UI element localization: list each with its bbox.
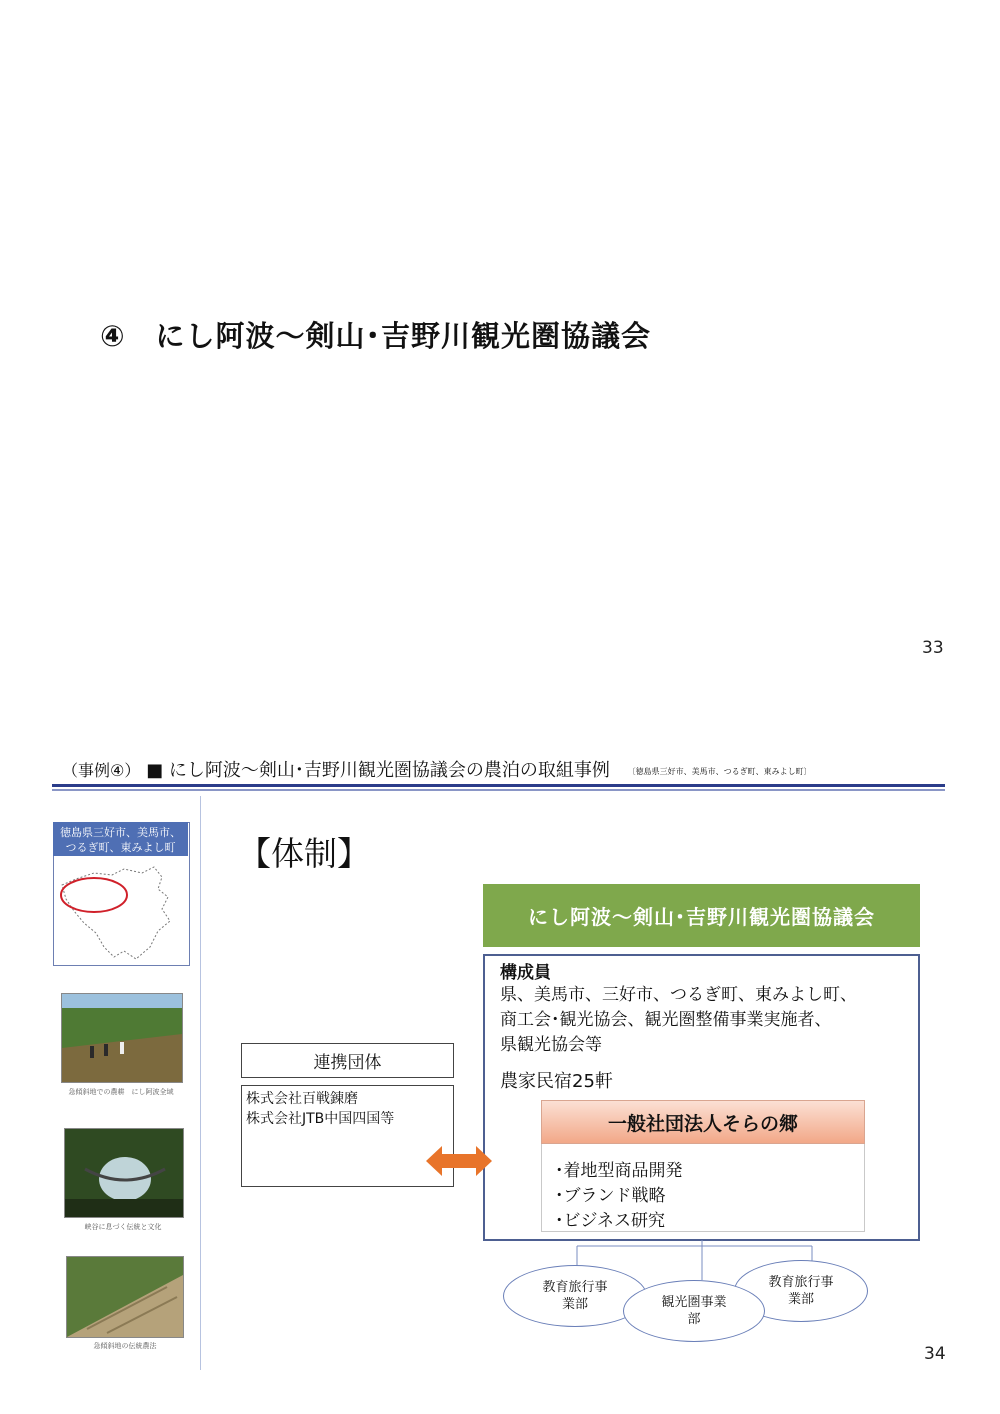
- dept-label-line: 業部: [561, 1297, 588, 1312]
- dept-label-line: 業部: [787, 1292, 814, 1307]
- partner-title: 連携団体: [241, 1043, 454, 1078]
- partner-list: [241, 1085, 454, 1187]
- square-marker-icon: ■: [146, 760, 164, 781]
- dept-label-line: 観光圏事業: [661, 1295, 727, 1310]
- dept-label-line: 教育旅行事: [542, 1280, 608, 1295]
- activity-item: ･ビジネス研究: [555, 1211, 665, 1231]
- photo3-caption: 急傾斜地の伝統農法: [93, 1342, 157, 1350]
- double-arrow-icon: [426, 1144, 492, 1178]
- members-list: [500, 983, 857, 1058]
- page33-title: ④ にし阿波～剣山･吉野川観光圏協議会: [100, 319, 652, 353]
- members-line: 県、美馬市、三好市、つるぎ町、東みよし町、: [500, 985, 857, 1005]
- region-label-line2: つるぎ町、東みよし町: [65, 841, 176, 854]
- photo-hillside-farming: [61, 993, 183, 1083]
- photo-steep-slope: [66, 1256, 184, 1338]
- header-rule: [52, 784, 945, 787]
- page34-title: にし阿波～剣山･吉野川観光圏協議会の農泊の取組事例: [168, 760, 610, 781]
- region-note: 〔徳島県三好市、美馬市、つるぎ町、東みよし町〕: [627, 766, 812, 776]
- sora-org-title: 一般社団法人そらの郷: [541, 1100, 865, 1144]
- farm-inn-count: 農家民宿25軒: [500, 1071, 613, 1092]
- members-title: 構成員: [500, 963, 551, 983]
- region-label-line1: 徳島県三好市、美馬市、: [60, 826, 181, 839]
- page34-header: [62, 756, 812, 782]
- photo1-caption: 急傾斜地での農耕 にし阿波全域: [68, 1088, 174, 1096]
- activity-item: ･ブランド戦略: [555, 1186, 666, 1206]
- council-banner: にし阿波～剣山･吉野川観光圏協議会: [483, 884, 920, 947]
- photo2-caption: 峡谷に息づく伝統と文化: [84, 1223, 162, 1231]
- dept-label-line: 教育旅行事: [768, 1275, 834, 1290]
- partner-item: 株式会社百戦錬磨: [246, 1091, 358, 1107]
- dept-label-line: 部: [687, 1312, 701, 1327]
- page33-number: 33: [922, 638, 944, 658]
- header-rule-secondary: [52, 789, 945, 791]
- photo-gorge-bridge: [64, 1128, 184, 1218]
- partner-item: 株式会社JTB中国四国等: [246, 1111, 395, 1127]
- case-label: （事例④）: [62, 761, 141, 780]
- members-line: 商工会･観光協会、観光圏整備事業実施者、: [500, 1010, 832, 1030]
- region-label: [53, 822, 188, 856]
- sidebar-divider: [200, 796, 201, 1370]
- page34-number: 34: [924, 1344, 946, 1364]
- members-line: 県観光協会等: [500, 1035, 602, 1055]
- highlight-ellipse: [61, 878, 127, 912]
- activity-item: ･着地型商品開発: [555, 1161, 683, 1181]
- section-heading: 【体制】: [238, 834, 370, 873]
- dept-tourism-zone: [623, 1280, 765, 1342]
